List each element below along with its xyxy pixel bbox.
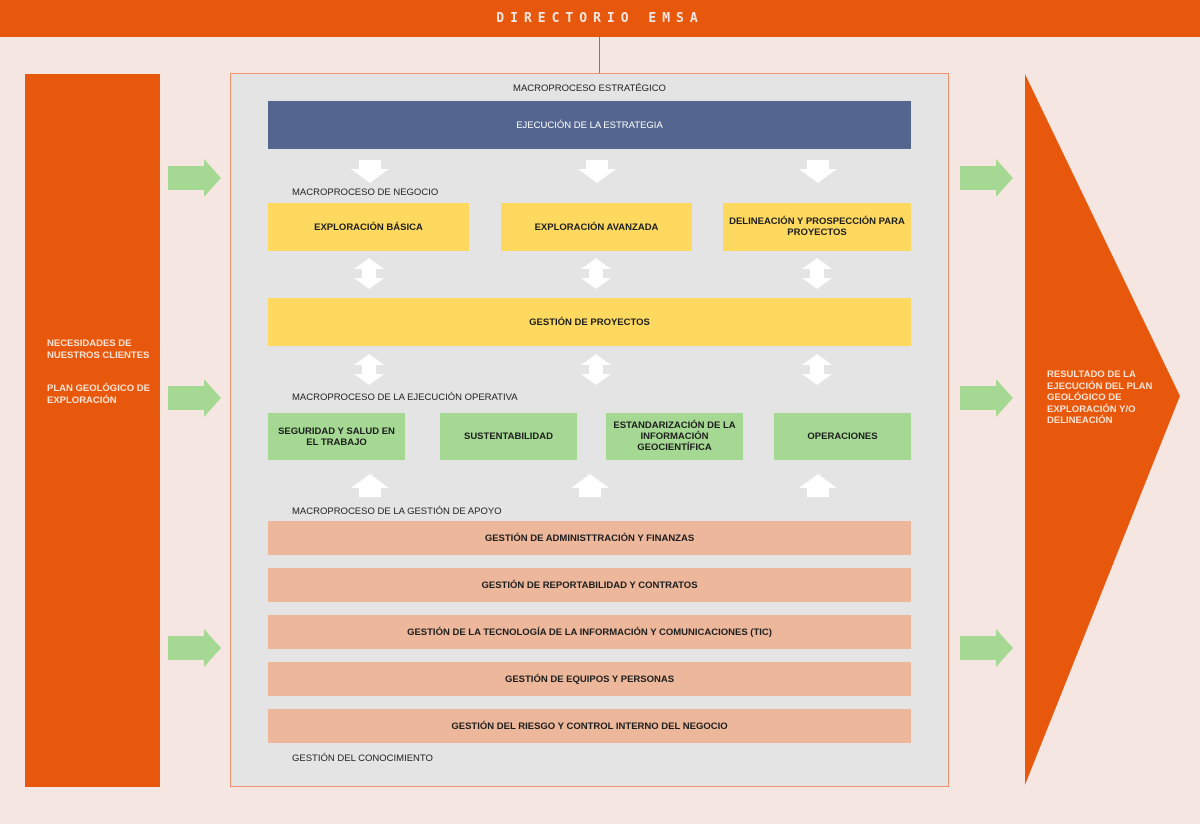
knowledge-management-label: GESTIÓN DEL CONOCIMIENTO <box>292 753 433 764</box>
double-arrow-icon <box>354 354 386 386</box>
double-arrow-icon <box>354 258 386 290</box>
left-panel-needs-text: NECESIDADES DE NUESTROS CLIENTES <box>47 338 150 361</box>
support-section-label: MACROPROCESO DE LA GESTIÓN DE APOYO <box>292 506 502 517</box>
strategy-execution-box: EJECUCIÓN DE LA ESTRATEGIA <box>268 101 911 149</box>
teams-people-box: GESTIÓN DE EQUIPOS Y PERSONAS <box>268 662 911 696</box>
double-arrow-icon <box>581 354 613 386</box>
admin-finance-box: GESTIÓN DE ADMINISTTRACIÓN Y FINANZAS <box>268 521 911 555</box>
right-panel-result-text: RESULTADO DE LA EJECUCIÓN DEL PLAN GEOLÓGICO DE EXPLORACIÓN Y/O DELINEACIÓN <box>1047 369 1153 426</box>
left-panel-plan-text: PLAN GEOLÓGICO DE EXPLORACIÓN <box>47 383 150 406</box>
up-arrow-icon <box>570 474 610 498</box>
double-arrow-icon <box>802 258 834 290</box>
up-arrow-icon <box>798 474 838 498</box>
project-management-box: GESTIÓN DE PROYECTOS <box>268 298 911 346</box>
right-output-chevron <box>1025 74 1185 787</box>
input-arrow-icon <box>168 159 222 197</box>
operations-box: OPERACIONES <box>774 413 911 460</box>
output-arrow-icon <box>960 379 1014 417</box>
business-section-label: MACROPROCESO DE NEGOCIO <box>292 187 439 198</box>
header-connector-line <box>599 37 600 73</box>
input-arrow-icon <box>168 379 222 417</box>
reporting-contracts-box: GESTIÓN DE REPORTABILIDAD Y CONTRATOS <box>268 568 911 602</box>
risk-internal-control-box: GESTIÓN DEL RIESGO Y CONTROL INTERNO DEL NEGOCIO <box>268 709 911 743</box>
header-bar <box>0 0 1200 37</box>
strategic-section-label: MACROPROCESO ESTRATÉGICO <box>513 83 666 94</box>
geoscience-standardization-box: ESTANDARIZACIÓN DE LA INFORMACIÓN GEOCIENTÍFICA <box>606 413 743 460</box>
down-arrow-icon <box>798 160 838 184</box>
output-arrow-icon <box>960 629 1014 667</box>
output-arrow-icon <box>960 159 1014 197</box>
header-title: DIRECTORIO EMSA <box>496 11 704 26</box>
input-arrow-icon <box>168 629 222 667</box>
basic-exploration-box: EXPLORACIÓN BÁSICA <box>268 203 469 251</box>
down-arrow-icon <box>577 160 617 184</box>
health-safety-box: SEGURIDAD Y SALUD EN EL TRABAJO <box>268 413 405 460</box>
left-input-panel <box>25 74 160 787</box>
double-arrow-icon <box>802 354 834 386</box>
up-arrow-icon <box>350 474 390 498</box>
down-arrow-icon <box>350 160 390 184</box>
operational-section-label: MACROPROCESO DE LA EJECUCIÓN OPERATIVA <box>292 392 518 403</box>
advanced-exploration-box: EXPLORACIÓN AVANZADA <box>501 203 692 251</box>
sustainability-box: SUSTENTABILIDAD <box>440 413 577 460</box>
delineation-prospecting-box: DELINEACIÓN Y PROSPECCIÓN PARA PROYECTOS <box>723 203 911 251</box>
double-arrow-icon <box>581 258 613 290</box>
ict-management-box: GESTIÓN DE LA TECNOLOGÍA DE LA INFORMACIÓN Y COMUNICACIONES (TIC) <box>268 615 911 649</box>
